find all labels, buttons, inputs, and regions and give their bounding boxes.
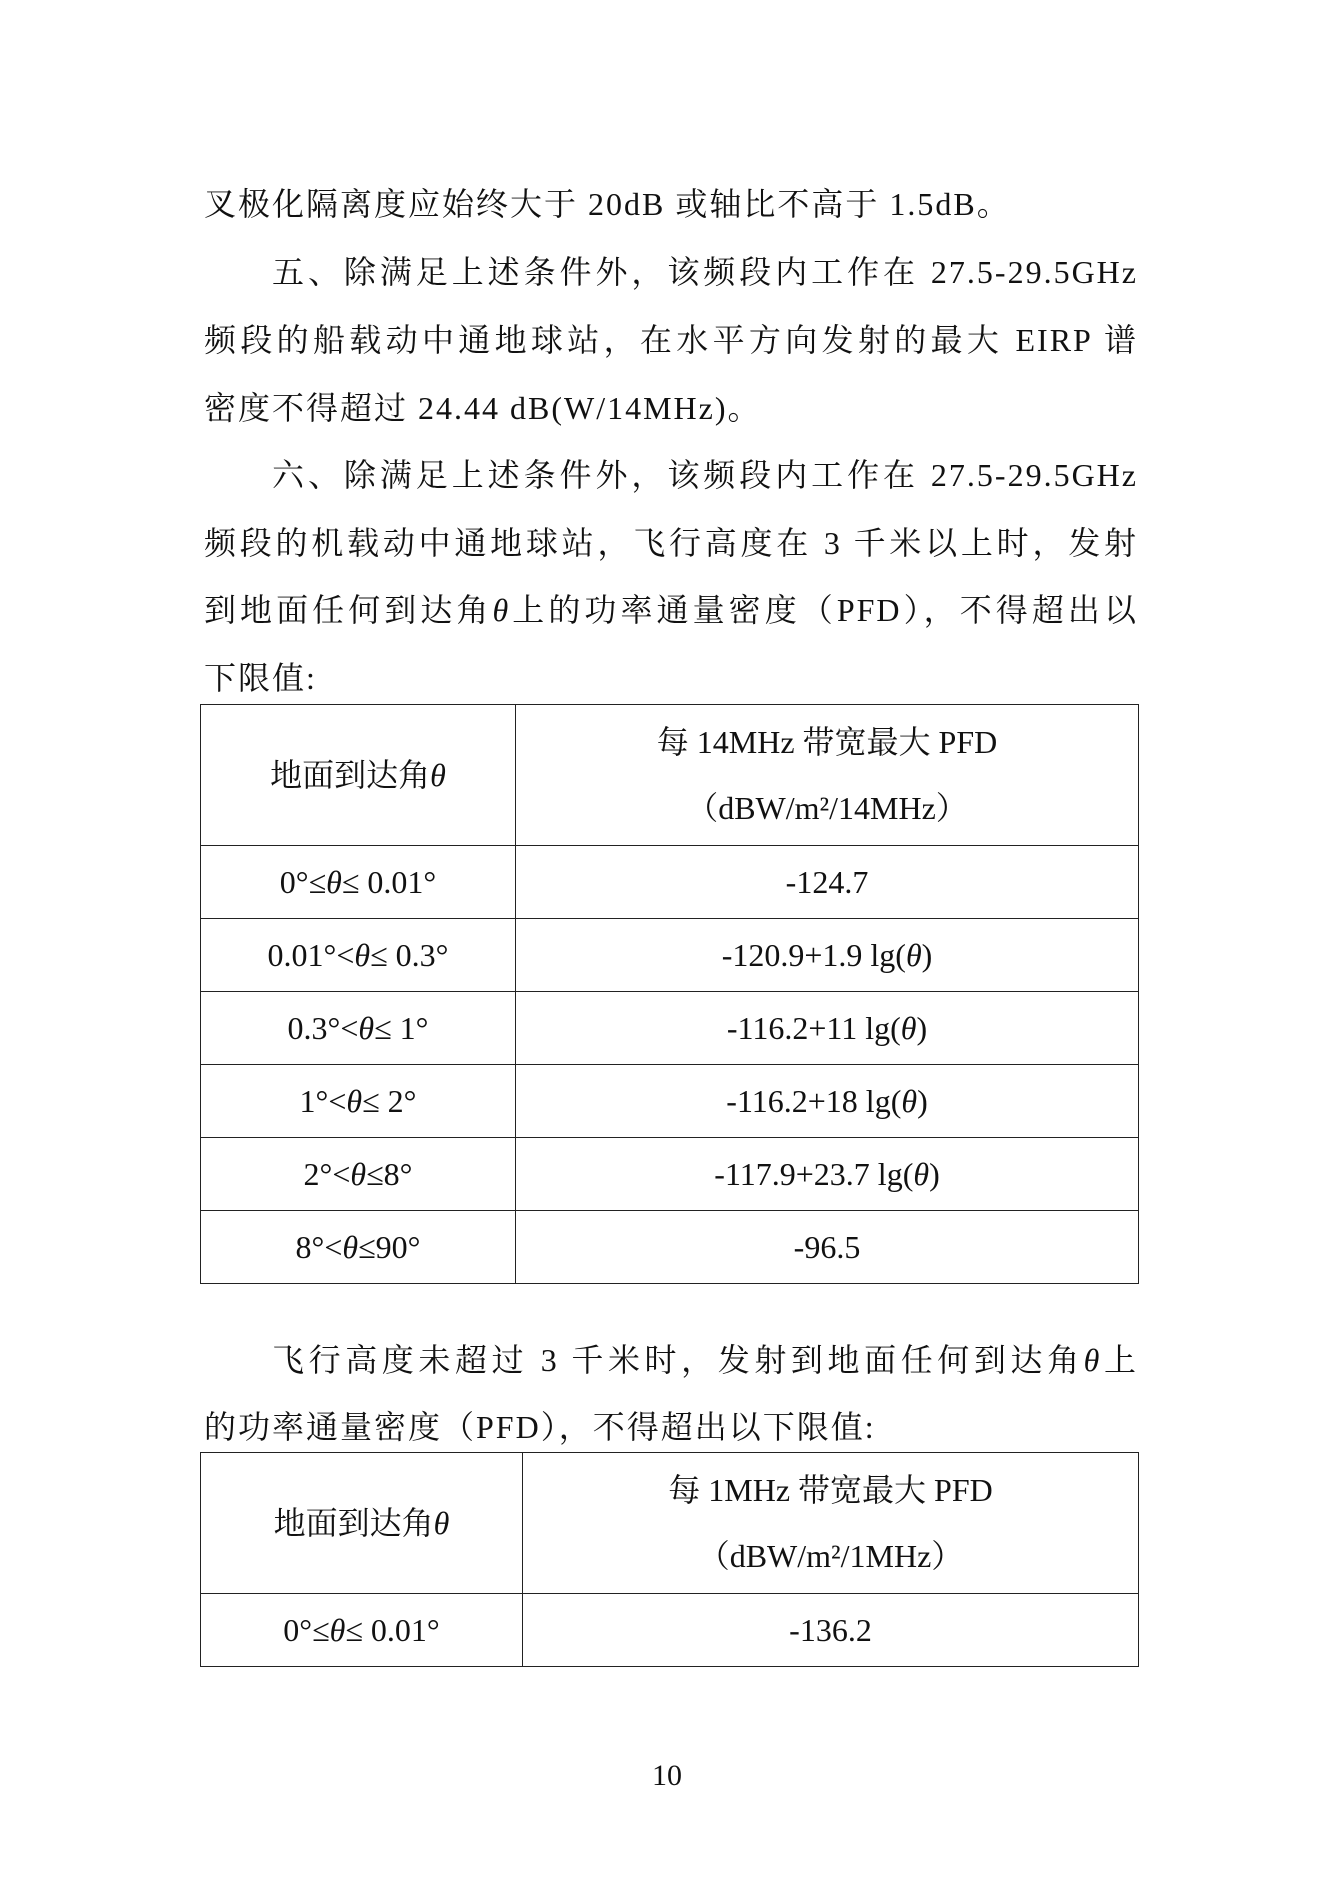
table-header-pfd [523,1453,1139,1594]
table-header-pfd-unit: （dBW/m²/1MHz） [697,1538,964,1574]
table-header-pfd-unit: （dBW/m²/14MHz） [686,790,968,826]
table-cell-value: -96.5 [516,1211,1139,1284]
paragraph-line: 到地面任何到达角θ上的功率通量密度（PFD），不得超出以 [204,592,1138,628]
theta-symbol: θ [350,1156,367,1192]
table-header-row [201,705,1139,846]
table-row [201,919,1139,992]
theta-symbol: θ [346,1083,363,1119]
theta-symbol: θ [492,592,511,628]
table-cell-value: -124.7 [516,846,1139,919]
table-row [201,1138,1139,1211]
paragraph-line: 飞行高度未超过 3 千米时，发射到地面任何到达角θ上 [272,1342,1138,1378]
table-cell-angle: 0.01°<θ≤ 0.3° [201,919,516,992]
table-header-row [201,1453,1139,1594]
paragraph-line: 的功率通量密度（PFD），不得超出以下限值: [204,1409,876,1445]
paragraph-line: 五、除满足上述条件外，该频段内工作在 27.5-29.5GHz [272,254,1138,290]
table-header-angle: 地面到达角θ [201,1453,523,1594]
paragraph-line: 叉极化隔离度应始终大于 20dB 或轴比不高于 1.5dB。 [204,186,1011,222]
table-cell-value: -116.2+18 lg(θ) [516,1065,1139,1138]
theta-symbol: θ [905,937,922,973]
theta-symbol: θ [433,1505,450,1541]
theta-symbol: θ [342,1229,359,1265]
paragraph-line: 六、除满足上述条件外，该频段内工作在 27.5-29.5GHz [272,457,1138,493]
paragraph-line: 频段的机载动中通地球站，飞行高度在 3 千米以上时，发射 [204,525,1138,561]
table-cell-angle: 8°<θ≤90° [201,1211,516,1284]
table-header-pfd [516,705,1139,846]
table-header-pfd-title: 每 14MHz 带宽最大 PFD [656,724,998,760]
table-cell-value: -116.2+11 lg(θ) [516,992,1139,1065]
table-cell-angle: 0.3°<θ≤ 1° [201,992,516,1065]
table-cell-value: -136.2 [523,1594,1139,1667]
theta-symbol: θ [354,937,371,973]
table-cell-angle: 2°<θ≤8° [201,1138,516,1211]
theta-symbol: θ [1083,1342,1102,1378]
table-cell-value: -117.9+23.7 lg(θ) [516,1138,1139,1211]
paragraph-line: 频段的船载动中通地球站，在水平方向发射的最大 EIRP 谱 [204,322,1138,358]
table-cell-angle: 0°≤θ≤ 0.01° [201,846,516,919]
table-header-angle: 地面到达角θ [201,705,516,846]
table-row [201,1211,1139,1284]
table-cell-angle: 1°<θ≤ 2° [201,1065,516,1138]
page-number: 10 [652,1759,682,1792]
theta-symbol: θ [913,1156,930,1192]
paragraph-line: 下限值: [204,660,317,696]
table-header-pfd-title: 每 1MHz 带宽最大 PFD [668,1472,993,1508]
pfd-limit-table-above-3km [200,704,1139,1284]
pfd-limit-table-below-3km [200,1452,1139,1667]
table-row [201,992,1139,1065]
table-row [201,1065,1139,1138]
table-cell-angle: 0°≤θ≤ 0.01° [201,1594,523,1667]
table-row [201,846,1139,919]
theta-symbol: θ [329,1612,346,1648]
paragraph-line: 密度不得超过 24.44 dB(W/14MHz)。 [204,390,762,426]
theta-symbol: θ [326,864,342,900]
theta-symbol: θ [358,1010,375,1046]
theta-symbol: θ [900,1010,917,1046]
table-row [201,1594,1139,1667]
theta-symbol: θ [430,757,446,793]
table-cell-value: -120.9+1.9 lg(θ) [516,919,1139,992]
theta-symbol: θ [901,1083,918,1119]
